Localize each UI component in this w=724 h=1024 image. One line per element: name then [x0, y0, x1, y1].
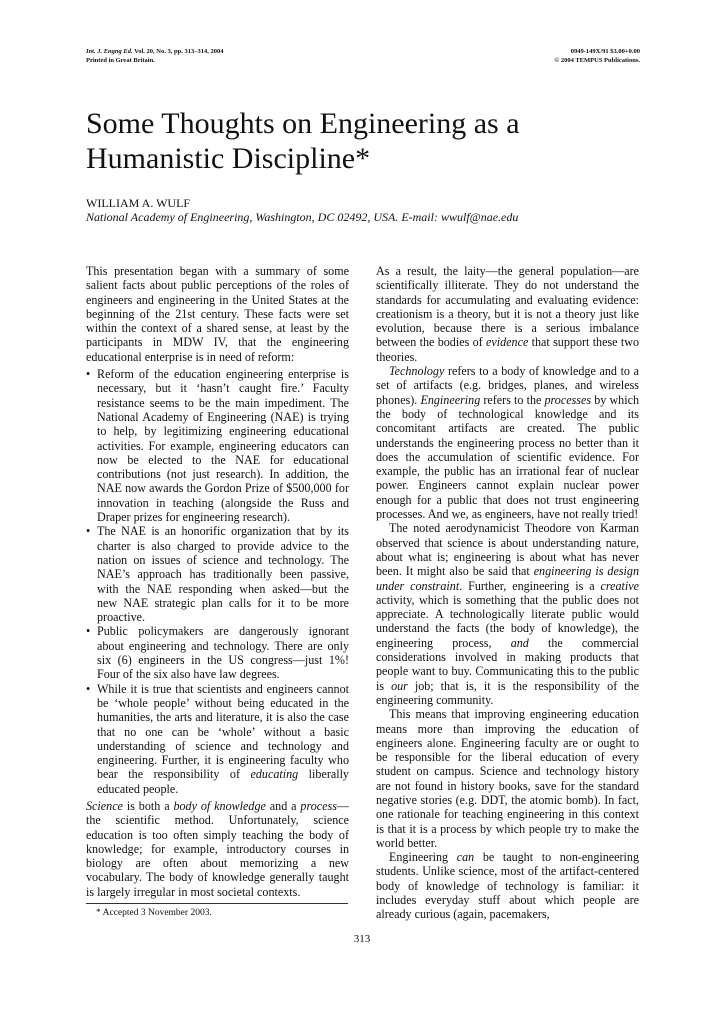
page-number: 313: [353, 933, 371, 945]
right-column: [376, 264, 639, 922]
bullet-item: • Reform of the education engineering enterprise is necessary, but it ‘hasn’t caught fire.’ Faculty resistance seems to be the main impediment. The National Academy of Engineering (NAE) is trying to help, by legitimizing engineering educational activities. For example, engineering educators can now be elected to the NAE for educational contributions (not just research). In addition, the NAE now awards the Gordon Prize of $500,000 for innovation in teaching (alongside the Russ and Draper prizes for engineering research).: [86, 367, 349, 524]
citation: Vol. 20, No. 3, pp. 313–314, 2004: [134, 48, 224, 55]
printed-in: Printed in Great Britain.: [86, 57, 155, 64]
bullet-item: • Public policymakers are dangerously ignorant about engineering and technology. There are only six (6) engineers in the US congress—just 1%! Four of the six also have law degrees.: [86, 624, 349, 681]
journal-name: Int. J. Engng Ed.: [86, 48, 133, 55]
science-paragraph: Science is both a body of knowledge and a process—the scientific method. Unfortunately, science education is too often simply teaching the body of knowledge; for example, introductory courses in biology are often about memorizing a new vocabulary. The body of knowledge generally taught is largely irregular in most societal contexts.: [86, 798, 349, 899]
technology-paragraph: Technology refers to a body of knowledge and to a set of artifacts (e.g. bridges, planes, and wireless phones). Engineering refers to the processes by which the body of technological knowledge and its concomitant artifacts are created. The public understands the engineering process no better than it does the accumulation of scientific evidence. For example, the public has an irrational fear of nuclear power. Engineers cannot explain nuclear power enough for a public that does not trust engineering processes. And we, as engineers, have not really tried!: [376, 364, 639, 522]
author-name: WILLIAM A. WULF: [86, 196, 191, 210]
body-paragraph: This means that improving engineering education means more than improving the education of engineers alone. Engineering faculty are or ought to be responsible for the liberal education of every student on campus. Science and technology history are not found in history books, save for the standard negative stories (e.g. DDT, the atomic bomb). In fact, one rationale for teaching engineering in this context is that it is a process by which people try to make the world better.: [376, 707, 639, 850]
footnote: * Accepted 3 November 2003.: [96, 908, 212, 918]
body-paragraph: Engineering can be taught to non-engineering students. Unlike science, most of the artifact-centered body of knowledge of technology is familiar: it includes everyday stuff about which people are already curious (again, pacemakers,: [376, 850, 639, 922]
author-affiliation: National Academy of Engineering, Washington, DC 02492, USA. E-mail: wwulf@nae.edu: [86, 210, 519, 224]
price-code: 0949-149X/91 $3.00+0.00: [570, 48, 640, 55]
footnote-divider: [86, 903, 348, 904]
reform-bullet-list: [86, 367, 349, 796]
running-header-right: [554, 47, 640, 65]
von-karman-paragraph: The noted aerodynamicist Theodore von Karman observed that science is about understanding nature, about what is; engineering is about what has never been. It might also be said that engineering is design under constraint. Further, engineering is a creative activity, which is something that the public does not appreciate. A technologically literate public would understand the facts (the body of knowledge), the engineering process, and the commercial considerations involved in making products that people want to buy. Communicating this to the public is our job; that is, it is the responsibility of the engineering community.: [376, 521, 640, 707]
publisher-copyright: © 2004 TEMPUS Publications.: [554, 57, 640, 64]
left-column: [86, 264, 349, 899]
bullet-item: • While it is true that scientists and engineers cannot be ‘whole people’ without being educated in the humanities, the arts and literature, it is also the case that no one can be ‘whole’ without a basic understanding of science and technology and engineering. Further, it is engineering faculty who bear the responsibility of educating liberally educated people.: [86, 682, 349, 796]
bullet-item: • The NAE is an honorific organization that by its charter is also charged to provide advice to the nation on issues of science and technology. The NAE’s approach has traditionally been passive, with the NAE responding when asked—but the new NAE strategic plan calls for it to be more proactive.: [86, 524, 349, 624]
body-paragraph: As a result, the laity—the general population—are scientifically illiterate. They do not understand the standards for accumulating and evaluating evidence: creationism is a theory, but it is not a theory just like evolution, because there is a serious imbalance between the bodies of evidence that support these two theories.: [376, 264, 640, 364]
intro-paragraph: This presentation began with a summary of some salient facts about public perceptions of the roles of engineers and engineering in the United States at the beginning of the 21st century. These facts were set within the context of a shared sense, at least by the participants in MDW IV, that the engineering educational enterprise is in need of reform:: [86, 264, 349, 364]
paper-title: Some Thoughts on Engineering as a Humanistic Discipline*: [86, 107, 520, 175]
running-header-left: [86, 47, 223, 65]
